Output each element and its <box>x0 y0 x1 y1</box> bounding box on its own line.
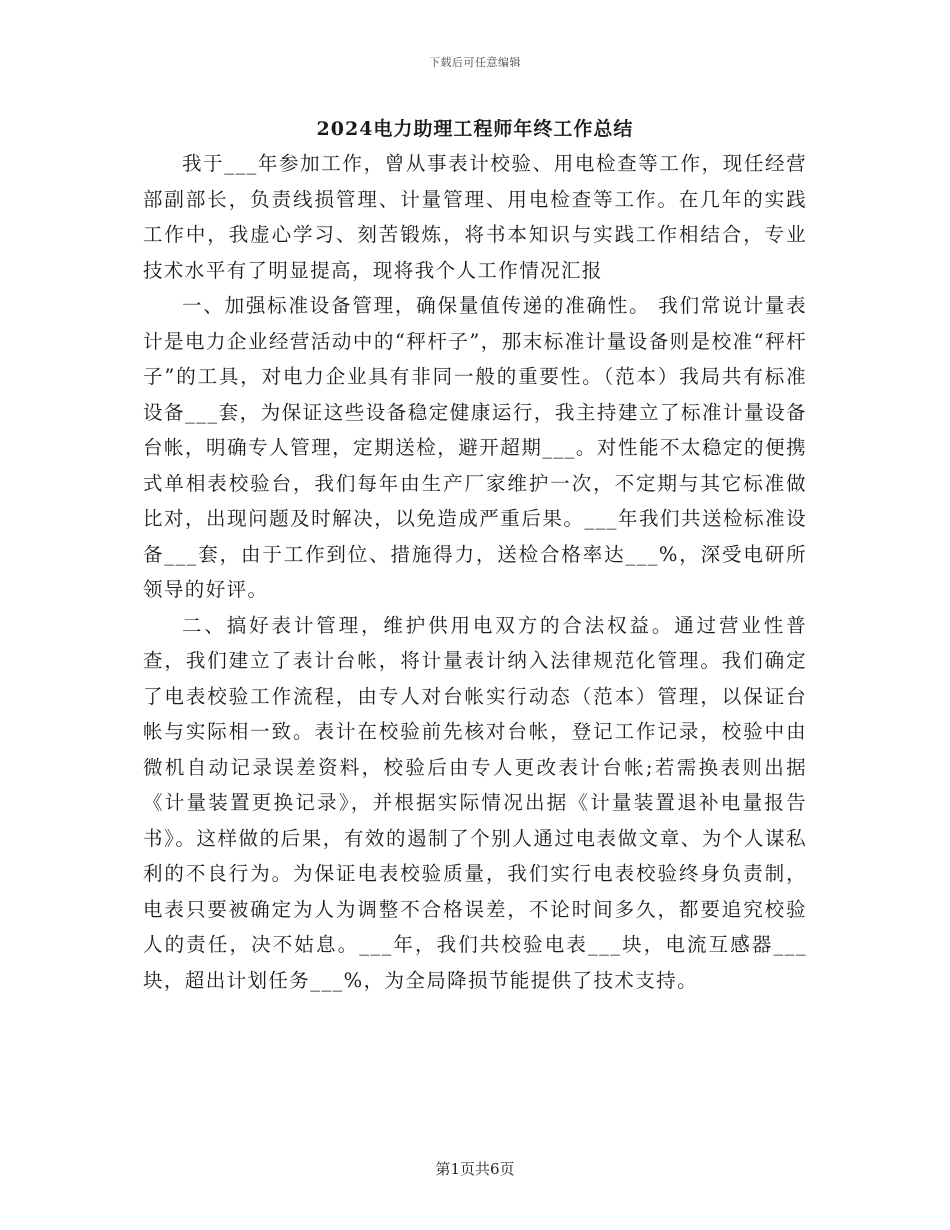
paragraph-intro: 我于___年参加工作，曾从事表计校验、用电检查等工作，现任经营部副部长，负责线损管理、计量管理、用电检查等工作。在几年的实践工作中，我虚心学习、刻苦锻炼，将书本知识与实践工作相结合，专业技术水平有了明显提高，现将我个人工作情况汇报 <box>143 152 807 282</box>
paragraph-section-1: 一、加强标准设备管理，确保量值传递的准确性。 我们常说计量表计是电力企业经营活动中的“秤杆子”，那末标准计量设备则是校准“秤杆子”的工具，对电力企业具有非同一般的重要性。（范本）我局共有标准设备___套，为保证这些设备稳定健康运行，我主持建立了标准计量设备台帐，明确专人管理，定期送检，避开超期___。对性能不太稳定的便携式单相表校验台，我们每年由生产厂家维护一次，不定期与其它标准做比对，出现问题及时解决，以免造成严重后果。___年我们共送检标准设备___套，由于工作到位、措施得力，送检合格率达___%，深受电研所领导的好评。 <box>143 294 807 601</box>
document-body <box>143 146 807 998</box>
document-title: 2024电力助理工程师年终工作总结 <box>316 118 634 140</box>
paragraph-section-2: 二、搞好表计管理，维护供用电双方的合法权益。通过营业性普查，我们建立了表计台帐，将计量表计纳入法律规范化管理。我们确定了电表校验工作流程，由专人对台帐实行动态（范本）管理，以保证台帐与实际相一致。表计在校验前先核对台帐，登记工作记录，校验中由微机自动记录误差资料，校验后由专人更改表计台帐;若需换表则出据《计量装置更换记录》，并根据实际情况出据《计量装置退补电量报告书》。这样做的后果，有效的遏制了个别人通过电表做文章、为个人谋私利的不良行为。为保证电表校验质量，我们实行电表校验终身负责制，电表只要被确定为人为调整不合格误差，不论时间多久，都要追究校验人的责任，决不姑息。___年，我们共校验电表___块，电流互感器___块，超出计划任务___%，为全局降损节能提供了技术支持。 <box>143 613 807 992</box>
page-footer-number: 第1页共6页 <box>435 1160 515 1178</box>
page-header-note: 下载后可任意编辑 <box>429 56 521 69</box>
